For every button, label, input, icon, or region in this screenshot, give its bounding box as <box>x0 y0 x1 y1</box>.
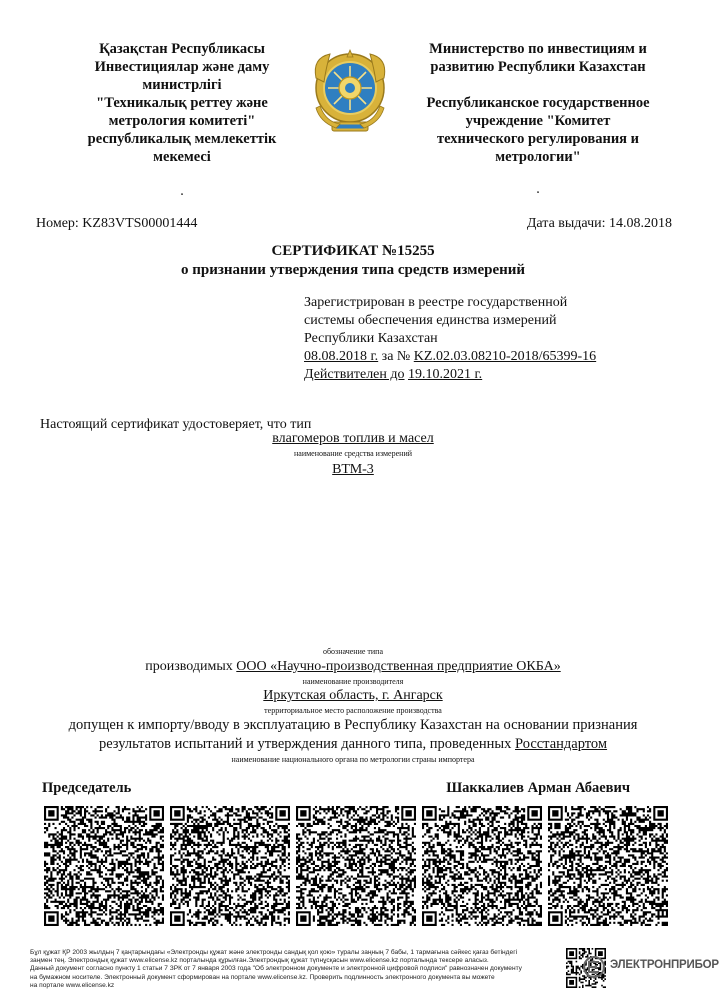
committee-line: учреждение "Комитет <box>465 113 611 129</box>
certificate-title-block <box>0 242 706 280</box>
instrument-name-row <box>0 431 706 447</box>
place-caption: территориальное место расположение производства <box>264 706 442 715</box>
qr-code <box>170 806 290 926</box>
validity-line <box>304 366 684 384</box>
certificate-number: Номер: KZ83VTS00001444 <box>36 216 198 231</box>
certificate-subtitle: о признании утверждения типа средств измерений <box>180 262 526 278</box>
issuer-russian-dot: . <box>536 185 540 196</box>
intro-text: Настоящий сертификат удостоверяет, что тип <box>40 417 312 432</box>
issue-date: Дата выдачи: 14.08.2018 <box>526 216 672 231</box>
kazakhstan-emblem-icon <box>310 48 390 140</box>
ministry-line: развитию Республики Казахстан <box>430 59 646 75</box>
issuer-kazakh-line: министрлігі <box>142 77 222 93</box>
authority-caption: наименование национального органа по метрологии страны импортера <box>231 755 475 764</box>
registration-date: 08.08.2018 г. <box>304 349 379 364</box>
qr-code <box>548 806 668 926</box>
registration-number: KZ.02.03.08210-2018/65399-16 <box>413 349 597 364</box>
produced-label: производимых <box>145 659 233 674</box>
manufacturer-caption: наименование производителя <box>302 677 404 686</box>
instrument-caption: наименование средства измерений <box>293 449 412 458</box>
admission-line-1: допущен к импорту/вводу в эксплуатацию в Республику Казахстан на основании признания <box>68 717 638 733</box>
signatory-name: Шаккалиев Арман Абаевич <box>446 780 630 796</box>
footer-line: заңмен тең. Электрондық құжат www.elicense.kz порталында құрылған.Электрондық құжат түпнұсқасын www.elicense.kz порталында тексере аласыз. <box>30 957 489 965</box>
admission-line-2 <box>28 735 678 754</box>
issuer-kazakh-line: мекемесі <box>153 149 211 165</box>
registration-block <box>304 294 684 384</box>
footer-line: на портале www.elicense.kz <box>30 981 115 989</box>
qr-code <box>296 806 416 926</box>
type-caption: обозначение типа <box>322 647 384 656</box>
footer-line: Данный документ согласно пункту 1 статьи 7 ЗРК от 7 января 2003 года "Об электронном документе и электронной цифровой подписи" равнозначен документу <box>30 965 522 973</box>
footer-line: на бумажном носителе. Электронный документ сформирован на портале www.elicense.kz. Проверить подлинность электронного документа вы можете <box>30 973 495 981</box>
committee-line: технического регулирования и <box>437 131 639 147</box>
logo-text: ЭЛЕКТРОНПРИБОР <box>610 959 719 971</box>
registration-number-line <box>304 348 684 366</box>
signatory-role: Председатель <box>42 780 132 796</box>
committee-line: метрологии" <box>495 149 581 165</box>
committee-block <box>398 94 678 166</box>
issuer-kazakh-line: метрология комитеті" <box>108 113 256 129</box>
issuer-russian <box>398 40 678 196</box>
certificate-title: СЕРТИФИКАТ №15255 <box>271 243 435 259</box>
logo-mark-icon <box>580 955 608 979</box>
admission-line-2-text: результатов испытаний и утверждения данного типа, проведенных <box>98 736 512 752</box>
footer-line: Бұл құжат ҚР 2003 жылдың 7 қаңтарындағы «Электронды құжат және электронды сандық қол қою» туралы заңның 7 бабы, 1 тармағына сәйкес қағаз бетіндегі <box>30 949 518 956</box>
model-row <box>0 462 706 478</box>
elektronpribor-logo <box>580 955 719 979</box>
model-designation: ВТМ-3 <box>332 462 374 477</box>
issuer-kazakh-line: Инвестициялар және даму <box>94 59 270 75</box>
registration-line: Зарегистрирован в реестре государственной <box>304 295 568 310</box>
admission-text <box>28 716 678 754</box>
ministry-line: Министерство по инвестициям и <box>429 41 647 57</box>
legal-footer <box>30 949 590 990</box>
issuer-kazakh-line: республикалық мемлекеттік <box>87 131 277 147</box>
production-place: Иркутская область, г. Ангарск <box>263 688 443 703</box>
qr-code <box>422 806 542 926</box>
committee-line: Республиканское государственное <box>426 95 650 111</box>
registration-mid: за № <box>381 349 411 364</box>
place-row <box>0 688 706 704</box>
validity-date: 19.10.2021 г. <box>408 367 483 382</box>
registration-line: системы обеспечения единства измерений <box>304 313 557 328</box>
validity-label: Действителен до <box>304 367 405 382</box>
manufacturer-name: ООО «Научно-производственная предприятие ОКБА» <box>236 659 561 674</box>
qr-code <box>44 806 164 926</box>
issuer-kazakh <box>52 40 312 198</box>
authority-name: Росстандартом <box>515 736 608 752</box>
issuer-kazakh-line: "Техникалық реттеу және <box>96 95 268 111</box>
instrument-name: влагомеров топлив и масел <box>272 431 434 446</box>
issuer-kazakh-line: Қазақстан Республикасы <box>99 41 265 57</box>
manufacturer-row <box>0 659 706 675</box>
issuer-kazakh-dot: . <box>180 187 184 198</box>
registration-line: Республики Казахстан <box>304 331 438 346</box>
